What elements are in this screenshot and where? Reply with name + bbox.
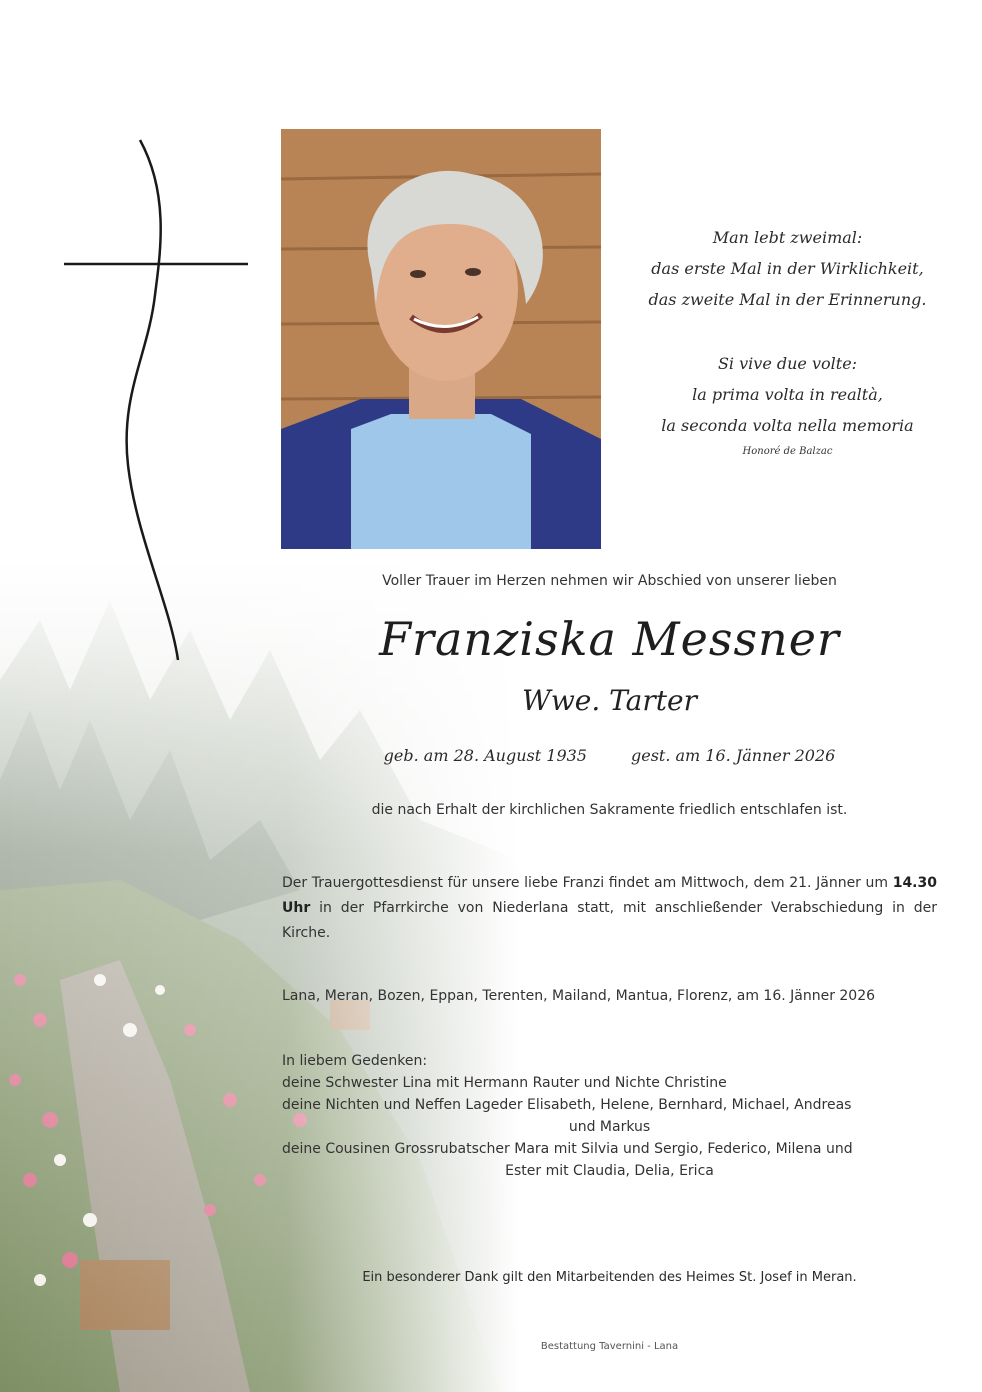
quote-german-line: Man lebt zweimal: — [712, 228, 863, 247]
funeral-time: 14.30 Uhr — [282, 875, 937, 916]
memory-heading: In liebem Gedenken: — [282, 1053, 428, 1069]
funeral-text-before: Der Trauergottesdienst für unsere liebe Franzi findet am Mittwoch, dem 21. Jänner um — [282, 875, 889, 891]
funeral-notice — [282, 871, 937, 946]
quote-german-line: das zweite Mal in der Erinnerung. — [648, 290, 927, 309]
birth-date: geb. am 28. August 1935 — [383, 746, 587, 765]
intro-text: Voller Trauer im Herzen nehmen wir Abschied von unserer lieben — [382, 573, 837, 589]
sacraments-text: die nach Erhalt der kirchlichen Sakramente friedlich entschlafen ist. — [371, 802, 848, 818]
places-date: Lana, Meran, Bozen, Eppan, Terenten, Mailand, Mantua, Florenz, am 16. Jänner 2026 — [282, 988, 876, 1004]
memory-line: Ester mit Claudia, Delia, Erica — [505, 1163, 714, 1179]
thanks-text: Ein besonderer Dank gilt den Mitarbeitenden des Heimes St. Josef in Meran. — [362, 1270, 857, 1285]
quote-german-line: das erste Mal in der Wirklichkeit, — [651, 259, 924, 278]
quote-author: Honoré de Balzac — [742, 446, 833, 457]
quote-italian — [610, 348, 965, 441]
memory-line: deine Cousinen Grossrubatscher Mara mit Silvia und Sergio, Federico, Milena und — [282, 1141, 853, 1157]
quote-italian-line: la seconda volta nella memoria — [661, 416, 914, 435]
memory-line: und Markus — [568, 1119, 651, 1135]
funeral-text-after: in der Pfarrkirche von Niederlana statt, mit anschließender Verabschiedung in der Kirche. — [282, 900, 937, 941]
undertaker-text: Bestattung Tavernini - Lana — [540, 1341, 679, 1352]
quote-italian-line: la prima volta in realtà, — [692, 385, 883, 404]
memory-line: deine Nichten und Neffen Lageder Elisabeth, Helene, Bernhard, Michael, Andreas — [282, 1097, 852, 1113]
widow-name: Wwe. Tarter — [522, 684, 697, 717]
deceased-name: Franziska Messner — [379, 612, 840, 666]
death-date: gest. am 16. Jänner 2026 — [630, 746, 836, 765]
portrait-photo — [281, 129, 601, 549]
cross-icon — [60, 135, 260, 665]
life-dates — [282, 746, 937, 765]
quote-german — [610, 222, 965, 315]
quote-italian-line: Si vive due volte: — [717, 354, 858, 373]
memory-line: deine Schwester Lina mit Hermann Rauter und Nichte Christine — [282, 1075, 727, 1091]
in-memory-list — [282, 1050, 937, 1182]
